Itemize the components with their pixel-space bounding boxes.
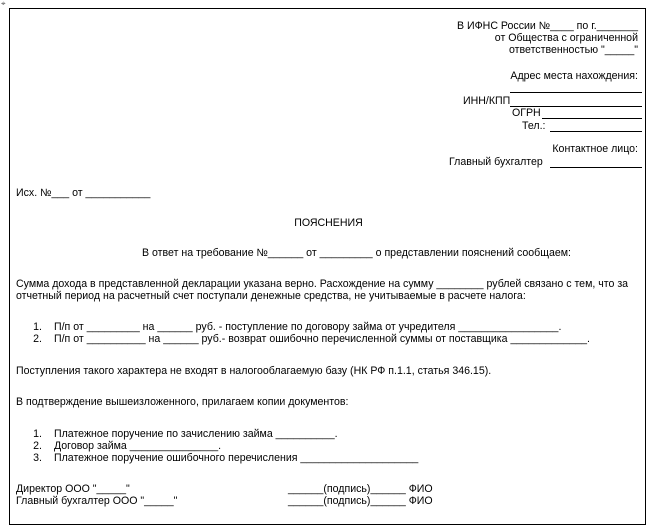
paragraph-discrepancy-line1: Сумма дохода в представленной декларации указана верно. Расхождение на сумму ________ рублей связано с тем, что за	[16, 278, 629, 290]
list-item	[20, 321, 561, 333]
list-item	[20, 428, 338, 440]
signature-director-line: ______(подпись)______ ФИО	[288, 483, 433, 495]
list-item-number: 2.	[33, 333, 42, 345]
list-item	[20, 440, 221, 452]
list-item	[20, 333, 590, 345]
address-line	[510, 92, 642, 93]
paragraph-discrepancy-line2: отчетный период на расчетный счет поступали денежные средства, не учитываемые в расчете налога:	[16, 290, 526, 302]
address-label: Адрес места нахождения:	[510, 70, 638, 82]
ogrn-label: ОГРН	[512, 107, 541, 119]
document-page	[9, 8, 646, 525]
list-item-number: 2.	[33, 440, 42, 452]
list-item	[20, 452, 418, 464]
chief-accountant-line	[550, 167, 642, 168]
list-item-number: 1.	[33, 321, 42, 333]
intro-text: В ответ на требование №______ от _________ о представлении пояснений сообщаем:	[142, 247, 571, 259]
list-item-text: Платежное поручение по зачислению займа __________.	[54, 428, 338, 440]
paragraph-tax-base: Поступления такого характера не входят в налогооблагаемую базу (НК РФ п.1.1, статья 346.15).	[16, 365, 492, 377]
signature-director-role: Директор ООО "_____"	[16, 483, 130, 495]
list-item-text: П/п от __________ на ______ руб.- возврат ошибочно перечисленной суммы от поставщика _____________.	[54, 333, 590, 345]
list-item-text: П/п от _________ на ______ руб. - поступление по договору займа от учредителя _________________.	[54, 321, 562, 333]
header-from: от Общества с ограниченной	[494, 32, 638, 44]
tel-label: Тел.:	[522, 120, 546, 132]
paragraph-attachments: В подтверждение вышеизложенного, прилагаем копии документов:	[16, 396, 349, 408]
ogrn-line	[542, 118, 642, 119]
list-item-text: Платежное поручение ошибочного перечисления ____________________	[54, 452, 419, 464]
document-title: ПОЯСНЕНИЯ	[294, 217, 363, 229]
inn-label: ИНН/КПП	[463, 95, 511, 107]
header-recipient: В ИФНС России №____ по г._______	[457, 20, 638, 32]
list-item-number: 3.	[33, 452, 42, 464]
outgoing-number: Исх. №___ от ___________	[16, 187, 151, 199]
header-company: ответственностью "_____"	[509, 44, 638, 56]
signature-accountant-role: Главный бухгалтер ООО "_____"	[16, 495, 178, 507]
signature-accountant-line: ______(подпись)______ ФИО	[288, 495, 433, 507]
tel-line	[550, 131, 642, 132]
chief-accountant-label: Главный бухгалтер	[449, 156, 543, 168]
list-item-text: Договор займа _______________.	[54, 440, 222, 452]
contact-label: Контактное лицо:	[552, 143, 638, 155]
list-item-number: 1.	[33, 428, 42, 440]
table-anchor-icon: ⌖	[1, 0, 6, 8]
